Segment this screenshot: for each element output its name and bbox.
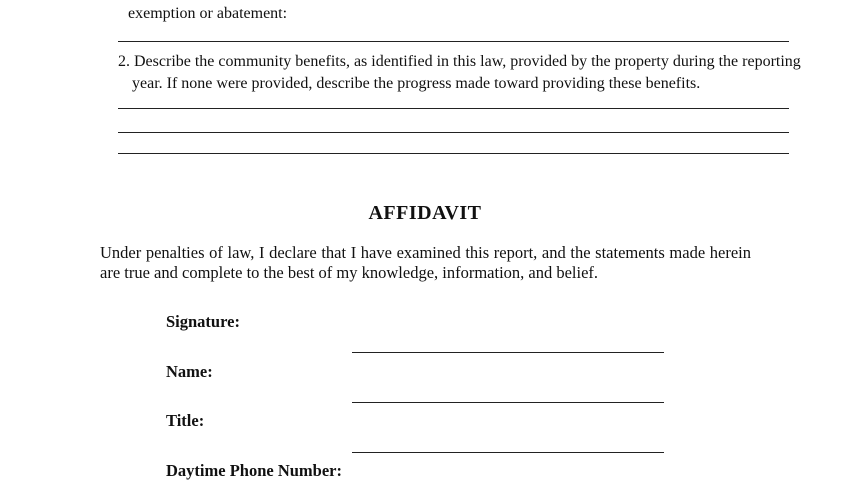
signature-label: Signature: <box>166 312 240 331</box>
affidavit-heading: AFFIDAVIT <box>368 202 482 224</box>
title-label: Title: <box>166 411 205 430</box>
daytime-phone-label: Daytime Phone Number: <box>166 461 342 480</box>
affidavit-statement: Under penalties of law, I declare that I have examined this report, and the statements made herein are true and complete to the best of my knowledge, information, and belief. <box>100 243 751 282</box>
name-field[interactable] <box>352 402 664 403</box>
question-1-continuation: exemption or abatement: <box>128 5 288 22</box>
answer-line-1[interactable] <box>118 41 789 42</box>
answer-line-3[interactable] <box>118 132 789 133</box>
question-2-line-2: year. If none were provided, describe the progress made toward providing these benefits. <box>132 75 701 92</box>
answer-line-4[interactable] <box>118 153 789 154</box>
signature-field[interactable] <box>352 352 664 353</box>
question-2-line-1: 2. Describe the community benefits, as identified in this law, provided by the property during the reporting <box>118 53 801 70</box>
name-label: Name: <box>166 362 213 381</box>
answer-line-2[interactable] <box>118 108 789 109</box>
title-field[interactable] <box>352 452 664 453</box>
